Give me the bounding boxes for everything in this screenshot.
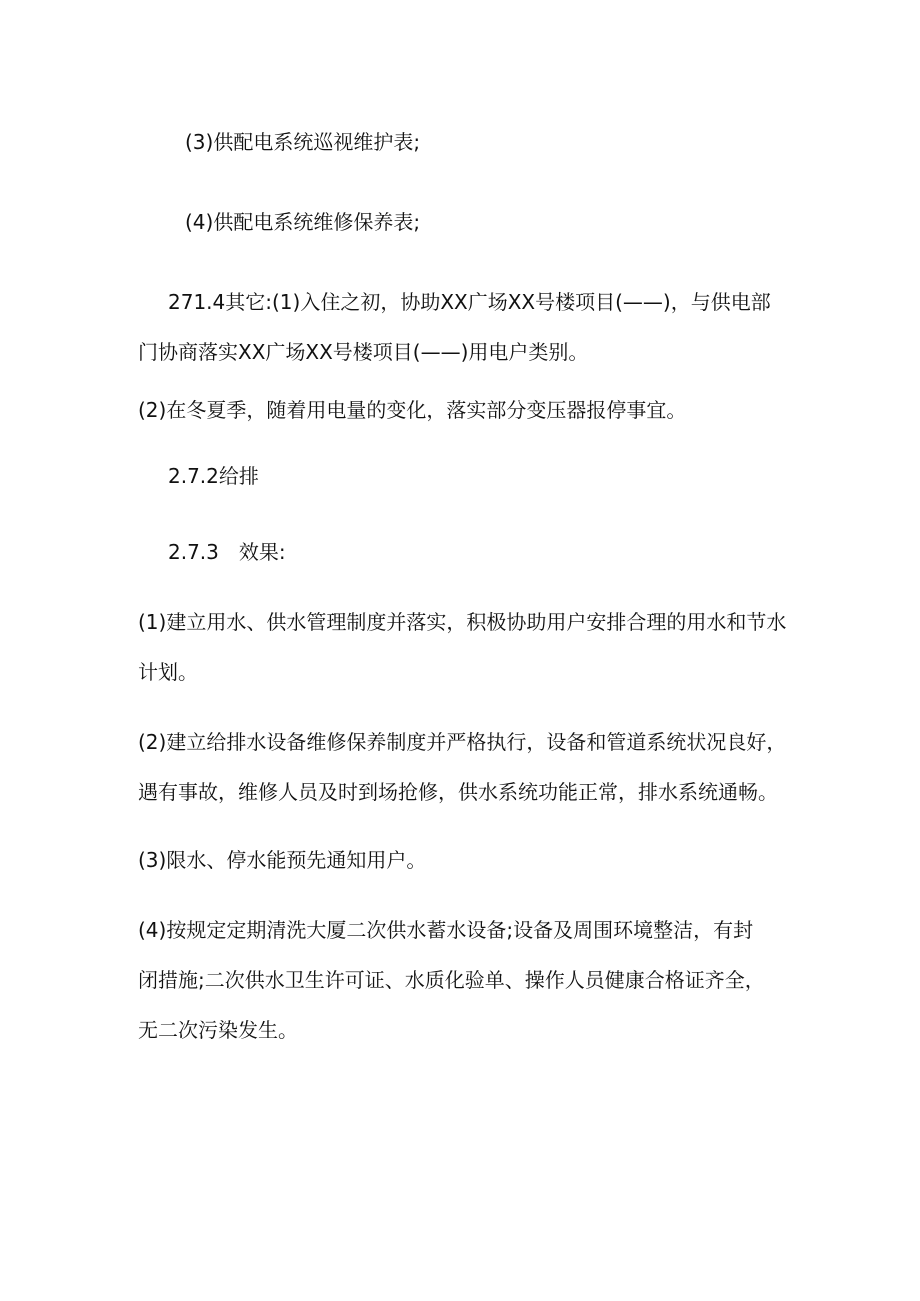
section-heading: 2.7.3 效果: xyxy=(168,540,286,564)
paragraph-line: (2)建立给排水设备维修保养制度并严格执行，设备和管道系统状况良好， xyxy=(138,730,787,754)
paragraph-line: (4)供配电系统维修保养表; xyxy=(185,210,421,234)
paragraph-line: 门协商落实XX广场XX号楼项目(——)用电户类别。 xyxy=(138,340,589,364)
paragraph-line: 271.4其它:(1)入住之初，协助XX广场XX号楼项目(——)，与供电部 xyxy=(168,290,771,314)
paragraph-line: (2)在冬夏季，随着用电量的变化，落实部分变压器报停事宜。 xyxy=(138,398,687,422)
paragraph-line: (3)供配电系统巡视维护表; xyxy=(185,130,421,154)
paragraph-line: 计划。 xyxy=(138,660,198,684)
paragraph-line: (4)按规定定期清洗大厦二次供水蓄水设备;设备及周围环境整洁，有封 xyxy=(138,918,754,942)
paragraph-line: 无二次污染发生。 xyxy=(138,1018,298,1042)
paragraph-line: 遇有事故，维修人员及时到场抢修，供水系统功能正常，排水系统通畅。 xyxy=(138,780,778,804)
paragraph-line: (1)建立用水、供水管理制度并落实，积极协助用户安排合理的用水和节水 xyxy=(138,610,787,634)
paragraph-line: 闭措施;二次供水卫生许可证、水质化验单、操作人员健康合格证齐全， xyxy=(138,968,765,992)
paragraph-line: (3)限水、停水能预先通知用户。 xyxy=(138,848,427,872)
section-heading: 2.7.2给排 xyxy=(168,464,259,488)
